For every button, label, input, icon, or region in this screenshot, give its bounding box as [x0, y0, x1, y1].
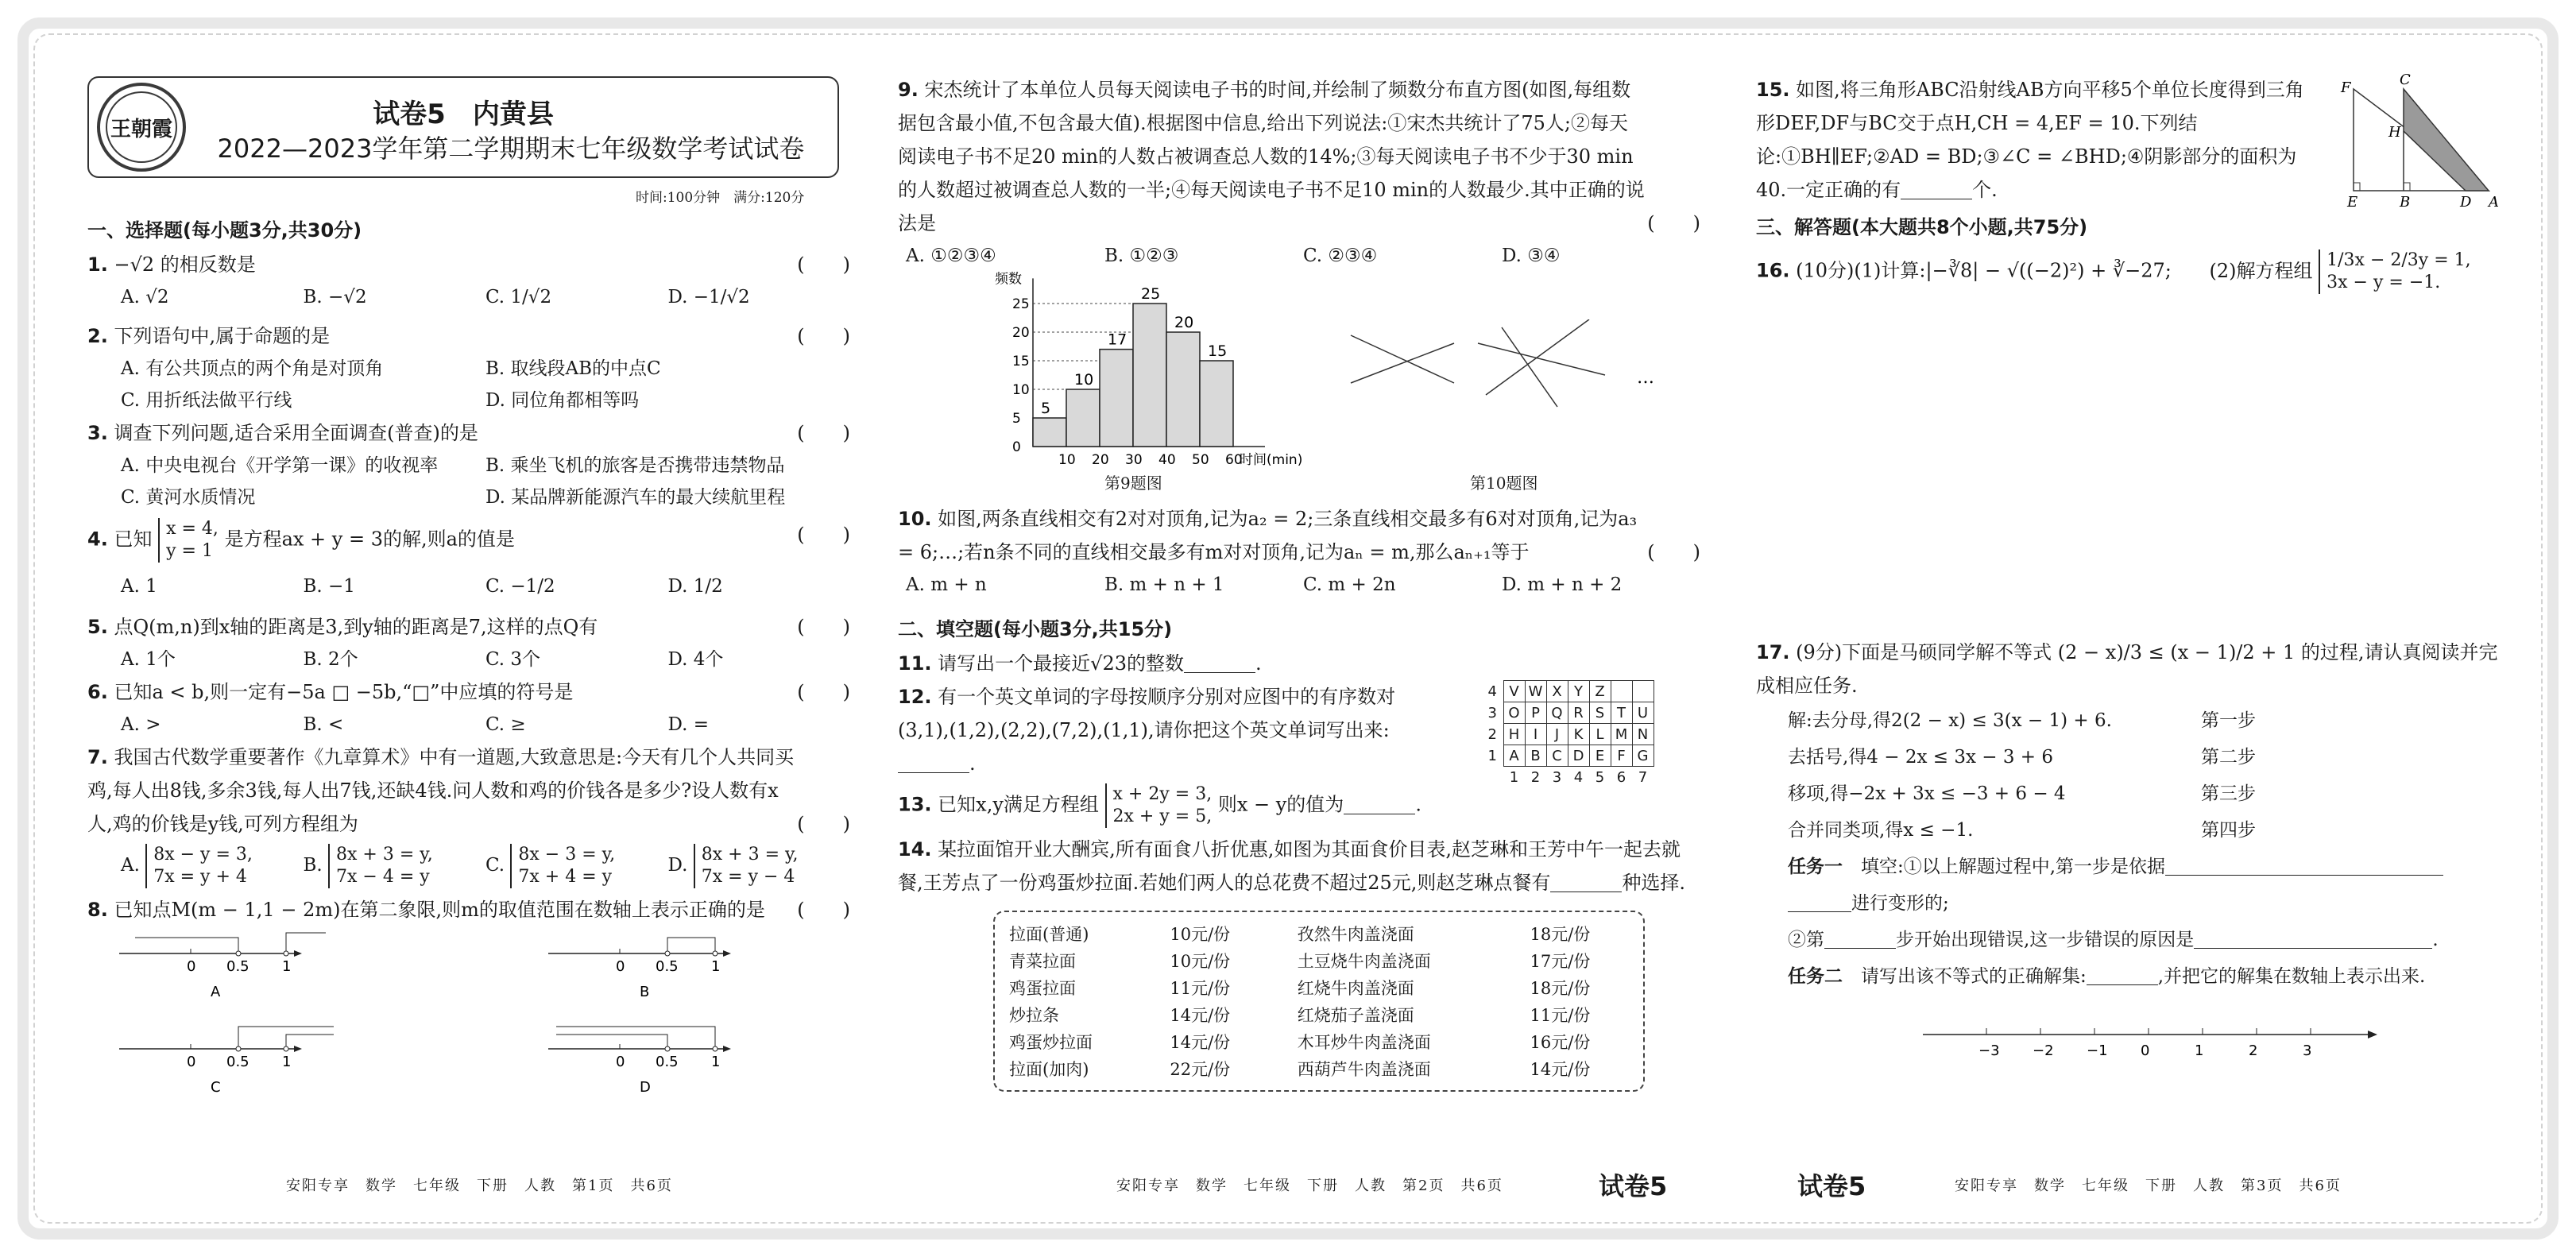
menu-item-price: 17元/份: [1530, 952, 1591, 971]
answer-blank[interactable]: [2194, 926, 2432, 949]
svg-text:A: A: [211, 984, 221, 1000]
grid-row: [1482, 724, 1654, 745]
option-c[interactable]: C. m + 2n: [1303, 574, 1396, 595]
grid-cell: O: [1503, 702, 1525, 724]
option-b[interactable]: B. −√2: [303, 287, 367, 307]
grid-col-number: 5: [1595, 768, 1605, 786]
axis-tick-label: 0: [2141, 1042, 2150, 1059]
grid-col-number: 7: [1638, 768, 1648, 786]
y-tick-label: 5: [1012, 411, 1021, 427]
question-16: 16. (10分)(1)计算:|−∛8| − √((−2)²) + ∛−27; (2)解方程组 1/3x − 2/3y = 1, 3x − y = −1.: [1756, 250, 2471, 292]
grid-cell: L: [1589, 724, 1611, 745]
histogram-bar: [1066, 389, 1100, 447]
answer-blank[interactable]: [1184, 651, 1255, 673]
answer-blank[interactable]: [1344, 792, 1415, 814]
bar-value-label: 15: [1208, 342, 1228, 360]
answer-blank[interactable]: [1824, 926, 1896, 949]
question-1: 1. −√2 的相反数是 ( ): [87, 253, 850, 276]
option-c[interactable]: C. 8x − 3 = y, 7x + 4 = y: [485, 845, 616, 887]
section-fill-title: 二、填空题(每小题3分,共15分): [898, 618, 1173, 640]
svg-text:A: A: [2489, 194, 2499, 208]
price-menu: [993, 911, 1645, 1092]
grid-cell: M: [1611, 724, 1632, 745]
question-17: 17. (9分)下面是马硕同学解不等式 (2 − x)/3 ≤ (x − 1)/2 + 1 的过程,请认真阅读并完成相应任务.: [1756, 641, 2498, 697]
axis-tick-label: 3: [2303, 1042, 2312, 1059]
grid-cell: B: [1525, 745, 1546, 767]
grid-row-number: 3: [1487, 704, 1497, 721]
x-tick-label: 60: [1225, 452, 1243, 468]
menu-item-name: 西葫芦牛肉盖浇面: [1297, 1060, 1431, 1079]
bar-value-label: 17: [1108, 331, 1127, 349]
menu-row: [995, 920, 1643, 947]
numberline-b[interactable]: [548, 938, 731, 1000]
letter-grid: [1482, 680, 1654, 788]
svg-text:0: 0: [616, 1054, 625, 1070]
option-a[interactable]: A. 有公共顶点的两个角是对顶角: [121, 358, 384, 379]
grid-col-numbers: [1482, 767, 1654, 788]
x-tick-label: 10: [1058, 452, 1076, 468]
option-a[interactable]: A. m + n: [906, 574, 987, 595]
grid-cell: Y: [1568, 681, 1589, 702]
menu-item-price: 11元/份: [1530, 1006, 1591, 1025]
question-4: 4. 已知 x = 4, y = 1 是方程ax + y = 3的解,则a的值是 ( ): [87, 519, 850, 561]
option-d[interactable]: D. −1/√2: [667, 287, 750, 307]
exam-title: 试卷5 内黄县: [373, 99, 554, 130]
option-c[interactable]: C. −1/2: [485, 576, 555, 597]
y-tick-label: 0: [1012, 439, 1021, 455]
section-answer-title: 三、解答题(本大题共8个小题,共75分): [1756, 216, 2088, 238]
answer-blank[interactable]: [898, 751, 969, 773]
grid-cell: P: [1525, 702, 1546, 724]
svg-text:B: B: [640, 984, 650, 1000]
histogram-bar: [1033, 418, 1066, 447]
option-b[interactable]: B. ①②③: [1104, 246, 1179, 266]
question-2: 2. 下列语句中,属于命题的是 ( ): [87, 325, 850, 347]
grid-cell: I: [1525, 724, 1546, 745]
grid-cell: [1632, 681, 1654, 702]
option-a[interactable]: A. ①②③④: [906, 246, 996, 266]
option-d[interactable]: D. 某品牌新能源汽车的最大续航里程: [485, 487, 786, 508]
grid-row-number: 1: [1487, 747, 1497, 764]
grid-cell: S: [1589, 702, 1611, 724]
grid-cell: F: [1611, 745, 1632, 767]
numberline-d[interactable]: [548, 1027, 731, 1096]
grid-cell: J: [1546, 724, 1568, 745]
svg-text:0: 0: [187, 1054, 196, 1070]
option-b[interactable]: B. 乘坐飞机的旅客是否携带违禁物品: [485, 455, 785, 476]
equation-system: x + 2y = 3, 2x + y = 5,: [1105, 783, 1213, 828]
option-d[interactable]: D. m + n + 2: [1502, 574, 1623, 595]
grid-cell: Z: [1589, 681, 1611, 702]
svg-text:0.5: 0.5: [226, 1054, 249, 1070]
histogram-bar: [1133, 304, 1166, 447]
bar-value-label: 5: [1041, 400, 1051, 417]
q5-options: [87, 644, 850, 675]
question-15: 15. 如图,将三角形ABC沿射线AB方向平移5个单位长度得到三角形DEF,DF与BC交于点H,CH = 4,EF = 10.下列结论:①BH∥EF;②AD = BD;③∠C = ∠BHD;④阴影部分的面积为40.一定正确的有 个. F C H E B D A: [1756, 73, 2511, 207]
grid-cell: W: [1525, 681, 1546, 702]
grid-cell: C: [1546, 745, 1568, 767]
q6-options: [87, 709, 850, 741]
equation-system: x = 4, y = 1: [158, 518, 219, 563]
numberline-c[interactable]: [119, 1027, 334, 1096]
svg-text:C: C: [2400, 73, 2411, 88]
question-11: 11. 请写出一个最接近√23的整数 .: [898, 652, 1262, 675]
menu-item-name: 鸡蛋炒拉面: [1009, 1033, 1093, 1052]
bar-value-label: 25: [1141, 285, 1161, 303]
svg-text:D: D: [640, 1079, 651, 1096]
svg-text:0.5: 0.5: [226, 958, 249, 975]
grid-cell: R: [1568, 702, 1589, 724]
grid-col-number: 4: [1573, 768, 1584, 786]
footer-paper-label-3: 试卷5: [1797, 1171, 1866, 1201]
y-axis-label: 频数: [995, 272, 1022, 288]
grid-cell: T: [1611, 702, 1632, 724]
menu-item-name: 孜然牛肉盖浇面: [1297, 925, 1414, 944]
answer-blank[interactable]: [1901, 177, 1972, 199]
menu-item-price: 16元/份: [1530, 1033, 1591, 1052]
svg-text:F: F: [2341, 79, 2351, 96]
menu-item-price: 22元/份: [1170, 1060, 1231, 1079]
menu-item-name: 鸡蛋拉面: [1009, 979, 1076, 998]
answer-blank[interactable]: [1788, 890, 1851, 912]
option-b[interactable]: B. 2个: [303, 649, 358, 670]
option-b[interactable]: B. −1: [303, 576, 355, 597]
grid-cell: [1611, 681, 1632, 702]
x-tick-label: 20: [1092, 452, 1109, 468]
grid-cell: Q: [1546, 702, 1568, 724]
q3-options: [87, 450, 850, 513]
x-axis-label: 时间(min): [1240, 452, 1303, 468]
svg-text:0.5: 0.5: [656, 1054, 679, 1070]
column-1: [87, 213, 850, 1257]
menu-item-name: 红烧牛肉盖浇面: [1297, 979, 1414, 998]
grid-cell: D: [1568, 745, 1589, 767]
menu-row: [995, 974, 1643, 1001]
histogram-bar: [1200, 361, 1233, 447]
column-2: [898, 73, 1700, 1185]
grid-cell: G: [1632, 745, 1654, 767]
question-7: 7. 我国古代数学重要著作《九章算术》中有一道题,大致意思是:今天有几个人共同买鸡,每人出8钱,多余3钱,每人出7钱,还缺4钱.问人数和鸡的价钱各是多少?设人数有x人,鸡的价钱是y钱,可列方程组为 ( ): [87, 746, 850, 835]
numberline-a[interactable]: [119, 933, 326, 1000]
svg-text:E: E: [2347, 194, 2358, 208]
option-b[interactable]: B. <: [303, 714, 344, 735]
q2-options: [87, 353, 850, 416]
grid-col-number: 2: [1530, 768, 1541, 786]
bar-value-label: 10: [1074, 371, 1094, 389]
svg-text:D: D: [2460, 194, 2472, 208]
x-tick-label: 30: [1125, 452, 1143, 468]
menu-item-price: 18元/份: [1530, 925, 1591, 944]
option-b[interactable]: B. 取线段AB的中点C: [485, 358, 661, 379]
menu-item-price: 14元/份: [1530, 1060, 1591, 1079]
grid-cell: K: [1568, 724, 1589, 745]
menu-item-name: 木耳炒牛肉盖浇面: [1297, 1033, 1431, 1052]
answer-blank[interactable]: [2087, 963, 2158, 985]
option-a[interactable]: A. >: [121, 714, 161, 735]
question-10: 10. 如图,两条直线相交有2对对顶角,记为a₂ = 2;三条直线相交最多有6对对顶角,记为a₃ = 6;…;若n条不同的直线相交最多有m对对顶角,记为aₙ = m,那么aₙ₊₁等于 ( ): [898, 508, 1700, 563]
x-tick-label: 40: [1158, 452, 1176, 468]
question-5: 5. 点Q(m,n)到x轴的距离是3,到y轴的距离是7,这样的点Q有 ( ): [87, 616, 850, 638]
bar-value-label: 20: [1174, 314, 1194, 331]
q10-options: [898, 569, 1700, 601]
option-a[interactable]: A. √2: [121, 287, 169, 307]
option-a[interactable]: A. 中央电视台《开学第一课》的收视率: [121, 455, 439, 476]
axis-tick-label: 1: [2195, 1042, 2204, 1059]
fig9-caption: 第9题图: [1104, 474, 1162, 493]
menu-item-name: 青菜拉面: [1009, 952, 1076, 971]
menu-item-name: 土豆烧牛肉盖浇面: [1297, 952, 1431, 971]
svg-text:1: 1: [711, 1054, 721, 1070]
grid-cell: A: [1503, 745, 1525, 767]
equation-system: 1/3x − 2/3y = 1, 3x − y = −1.: [2319, 249, 2470, 294]
y-tick-label: 25: [1012, 296, 1030, 312]
grid-col-number: 1: [1509, 768, 1519, 786]
footer-page-2: 安阳专享 数学 七年级 下册 人教 第2页 共6页: [1116, 1178, 1503, 1194]
option-d[interactable]: D. ③④: [1502, 246, 1561, 266]
option-b[interactable]: B. m + n + 1: [1104, 574, 1224, 595]
svg-text:H: H: [2388, 124, 2401, 141]
svg-text:1: 1: [282, 958, 292, 975]
grid-cell: E: [1589, 745, 1611, 767]
y-tick-label: 10: [1012, 382, 1030, 398]
svg-text:1: 1: [711, 958, 721, 975]
q4-options: [87, 570, 850, 602]
option-d[interactable]: D. 8x + 3 = y, 7x = y − 4: [667, 845, 799, 887]
option-c[interactable]: C. 1/√2: [485, 287, 552, 307]
grid-cell: U: [1632, 702, 1654, 724]
footer-paper-label-2: 试卷5: [1599, 1171, 1668, 1201]
question-9: 9. 宋杰统计了本单位人员每天阅读电子书的时间,并绘制了频数分布直方图(如图,每组数据包含最小值,不包含最大值).根据图中信息,给出下列说法:①宋杰共统计了75人;②每天阅读电子书不足20 min的人数占被调查总人数的14%;③每天阅读电子书不少于30 min的人数超过被调查总人数的一半;④每天阅读电子书不足10 min的人数最少.其中正确的说法是 ( ): [898, 79, 1700, 234]
menu-row: [995, 1028, 1643, 1055]
grid-col-number: 3: [1552, 768, 1562, 786]
axis-tick-label: 2: [2249, 1042, 2258, 1059]
grid-row: [1482, 745, 1654, 767]
q1-options: [87, 281, 850, 313]
grid-cell: X: [1546, 681, 1568, 702]
option-c[interactable]: C. 3个: [485, 649, 541, 670]
q9-options: [898, 240, 1700, 272]
histogram-bar: [1100, 350, 1133, 447]
option-d[interactable]: D. 4个: [667, 649, 724, 670]
svg-text:0: 0: [616, 958, 625, 975]
option-a[interactable]: A. 1: [121, 576, 157, 597]
grid-col-number: 6: [1616, 768, 1626, 786]
grid-row: [1482, 681, 1654, 702]
histogram-bar: [1166, 332, 1200, 447]
translated-triangle-figure: [2304, 73, 2503, 208]
grid-row-number: 4: [1487, 683, 1497, 700]
menu-item-name: 拉面(普通): [1009, 925, 1089, 944]
answer-blank[interactable]: [1550, 870, 1622, 892]
menu-item-name: 红烧茄子盖浇面: [1297, 1006, 1414, 1025]
option-c[interactable]: C. 黄河水质情况: [121, 487, 256, 508]
q8-number-lines: [87, 930, 850, 1096]
menu-row: [995, 1001, 1643, 1028]
grid-cell: V: [1503, 681, 1525, 702]
menu-row: [995, 947, 1643, 974]
answer-blank[interactable]: [2165, 853, 2443, 876]
svg-text:0: 0: [187, 958, 196, 975]
axis-tick-label: −1: [2087, 1042, 2108, 1059]
logo-text: 王朝霞: [106, 91, 177, 163]
histogram-chart: [938, 272, 1319, 494]
grid-row-number: 2: [1487, 725, 1497, 743]
grid-row: [1482, 702, 1654, 724]
question-6: 6. 已知a < b,则一定有−5a □ −5b,“□”中应填的符号是 ( ): [87, 681, 850, 703]
svg-text:C: C: [211, 1079, 221, 1096]
q17-number-line[interactable]: [1923, 1019, 2400, 1066]
section-choice-title: 一、选择题(每小题3分,共30分): [87, 219, 362, 242]
question-12: 12. 有一个英文单词的字母按顺序分别对应图中的有序数对(3,1),(1,2),(2,2),(7,2),(1,1),请你把这个英文单词写出来:. 4 V W X Y Z 3 O P Q R S T U 2 H I J K L M N 1 A B C D E F G 1 2 3 4 5 6 7: [898, 680, 1700, 780]
exam-subtitle: 2022—2023学年第二学期期末七年级数学考试试卷: [217, 133, 805, 164]
figures-9-10: [898, 272, 1700, 502]
question-3: 3. 调查下列问题,适合采用全面调查(普查)的是 ( ): [87, 422, 850, 444]
question-8: 8. 已知点M(m − 1,1 − 2m)在第二象限,则m的取值范围在数轴上表示正确的是 ( ): [87, 899, 850, 921]
menu-item-name: 炒拉条: [1009, 1006, 1059, 1025]
svg-text:B: B: [2400, 194, 2411, 208]
menu-item-name: 拉面(加肉): [1009, 1060, 1089, 1079]
footer-page-1: 安阳专享 数学 七年级 下册 人教 第1页 共6页: [286, 1178, 673, 1194]
svg-text:0.5: 0.5: [656, 958, 679, 975]
option-a[interactable]: A. 8x − y = 3, 7x = y + 4: [121, 845, 253, 887]
y-tick-label: 15: [1012, 354, 1030, 369]
x-tick-label: 50: [1192, 452, 1209, 468]
solution-steps: 解:去分母,得2(2 − x) ≤ 3(x − 1) + 6. 第一步 去括号,得4 − 2x ≤ 3x − 3 + 6 第二步 移项,得−2x + 3x ≤ −3 + 6 − 4 第三步 合并同类项,得x ≤ −1. 第四步 任务一 填空:①以上解题过程中,第一步是依据 进行变形的; ②第 步开始出现错误,这一步错误的原因是 . 任务二 请写出该不等式的正确解集: ,并把它的解集在数轴上表示出来.: [1756, 702, 2511, 995]
option-c[interactable]: C. ②③④: [1303, 246, 1378, 266]
menu-row: [995, 1055, 1643, 1082]
axis-tick-label: −2: [2033, 1042, 2054, 1059]
menu-item-price: 14元/份: [1170, 1033, 1231, 1052]
option-a[interactable]: A. 1个: [121, 649, 176, 670]
question-14: 14. 某拉面馆开业大酬宾,所有面食八折优惠,如图为其面食价目表,赵芝琳和王芳中午一起去就餐,王芳点了一份鸡蛋炒拉面.若她们两人的总花费不超过25元,则赵芝琳点餐有 种选择.: [898, 838, 1686, 894]
column-3: [1756, 73, 2511, 1185]
menu-item-price: 11元/份: [1170, 979, 1231, 998]
y-tick-label: 20: [1012, 325, 1030, 341]
option-b[interactable]: B. 8x + 3 = y, 7x − 4 = y: [303, 845, 433, 887]
footer-page-3: 安阳专享 数学 七年级 下册 人教 第3页 共6页: [1955, 1178, 2342, 1194]
exam-header: [87, 76, 839, 178]
grid-cell: N: [1632, 724, 1654, 745]
svg-text:1: 1: [282, 1054, 292, 1070]
exam-meta: 时间:100分钟 满分:120分: [636, 190, 805, 206]
menu-item-price: 10元/份: [1170, 952, 1231, 971]
menu-item-price: 10元/份: [1170, 925, 1231, 944]
axis-arrow: [2368, 1031, 2377, 1038]
menu-item-price: 18元/份: [1530, 979, 1591, 998]
option-d[interactable]: D. =: [667, 714, 710, 735]
option-c[interactable]: C. ≥: [485, 714, 526, 735]
axis-tick-label: −3: [1978, 1042, 2000, 1059]
intersecting-lines-figure: [1343, 319, 1677, 431]
fig10-caption: 第10题图: [1470, 474, 1538, 493]
menu-item-price: 14元/份: [1170, 1006, 1231, 1025]
q7-options: [87, 844, 850, 888]
question-13: 13. 已知x,y满足方程组 x + 2y = 3, 2x + y = 5, 则x − y的值为 .: [898, 784, 1421, 826]
option-d[interactable]: D. 同位角都相等吗: [485, 390, 640, 411]
svg-text:…: …: [1637, 368, 1654, 388]
option-c[interactable]: C. 用折纸法做平行线: [121, 390, 292, 411]
grid-cell: H: [1503, 724, 1525, 745]
option-d[interactable]: D. 1/2: [667, 576, 723, 597]
